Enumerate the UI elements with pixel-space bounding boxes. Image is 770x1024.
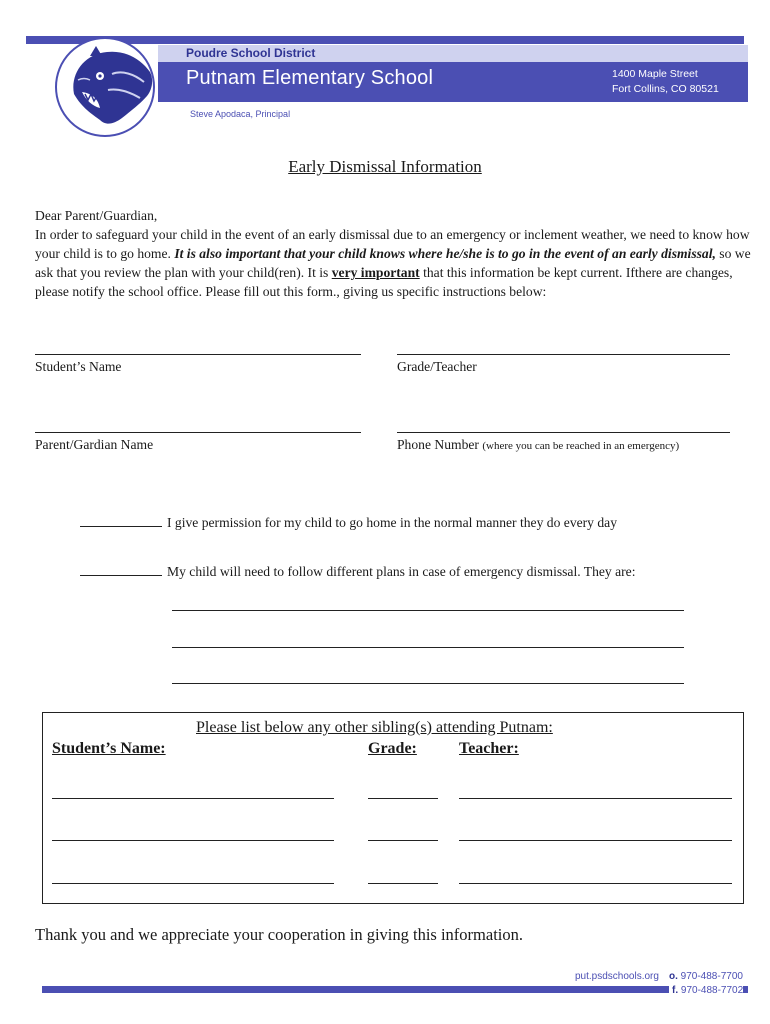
permission-1-blank[interactable] [80,513,162,527]
sibling-2-grade-field[interactable] [368,840,438,841]
sibling-3-teacher-field[interactable] [459,883,732,884]
sibling-name-header: Student’s Name: [52,740,166,757]
phone-label [397,437,679,453]
sibling-3-grade-field[interactable] [368,883,438,884]
sibling-3-name-field[interactable] [52,883,334,884]
parent-name-label: Parent/Gardian Name [35,437,154,452]
phone-field[interactable] [397,432,730,433]
sibling-1-teacher-field[interactable] [459,798,732,799]
fax-label: f. [672,985,679,996]
greeting: Dear Parent/Guardian, [35,208,158,223]
siblings-title: Please list below any other sibling(s) attending Putnam: [196,719,553,736]
school-name: Putnam Elementary School [186,67,434,89]
sibling-2-teacher-field[interactable] [459,840,732,841]
footer-bar [42,986,748,993]
fax-phone: 970-488-7702 [680,985,744,996]
plan-line-1[interactable] [172,610,684,611]
grade-teacher-field[interactable] [397,354,730,355]
parent-name-field[interactable] [35,432,361,433]
page-title: Early Dismissal Information [288,157,482,176]
letter-text: In order to safeguard your child in the event of an early dismissal due to an emergency or inclement weather, we need to know how your child is to go home. [35,227,750,261]
address-street: 1400 Maple Street [612,68,698,80]
permission-2-blank[interactable] [80,562,162,576]
footer-fax [669,985,743,996]
letter-text-end: that this information be kept current. Ifthere are changes, please notify the school office. Please fill out this form., giving us specific instructions below: [35,265,733,299]
office-label: o. [669,971,678,982]
sibling-1-name-field[interactable] [52,798,334,799]
phone-note: (where you can be reached in an emergency) [482,440,680,452]
sibling-1-grade-field[interactable] [368,798,438,799]
letter-paragraph [35,225,751,301]
district-name: Poudre School District [186,46,316,60]
address-city: Fort Collins, CO 80521 [612,83,719,95]
grade-teacher-label: Grade/Teacher [397,359,477,374]
sibling-grade-header: Grade: [368,740,417,757]
student-name-label: Student’s Name [35,359,122,374]
plan-line-3[interactable] [172,683,684,684]
letter-emphasis: It is also important that your child knows where he/she is to go in the event of an early dismissal, [174,246,716,261]
letter-body [35,206,751,301]
permission-2-text: My child will need to follow different plans in case of emergency dismissal. They are: [167,564,636,579]
letter-very-important: very important [331,265,420,280]
office-phone: 970-488-7700 [680,971,743,982]
phone-label-text: Phone Number [397,437,479,452]
plan-line-2[interactable] [172,647,684,648]
permission-option-2 [80,562,636,580]
principal-name: Steve Apodaca, Principal [190,109,291,119]
closing-text: Thank you and we appreciate your cooperation in giving this information. [35,925,523,944]
footer-office [669,971,743,982]
student-name-field[interactable] [35,354,361,355]
sibling-2-name-field[interactable] [52,840,334,841]
permission-option-1 [80,513,617,531]
footer-website[interactable]: put.psdschools.org [575,971,659,982]
panther-logo-icon [52,34,164,140]
permission-1-text: I give permission for my child to go home in the normal manner they do every day [167,515,617,530]
sibling-teacher-header: Teacher: [459,740,519,757]
letter-text-cont: so we ask that you review the plan with your child(ren). It is [35,246,751,280]
